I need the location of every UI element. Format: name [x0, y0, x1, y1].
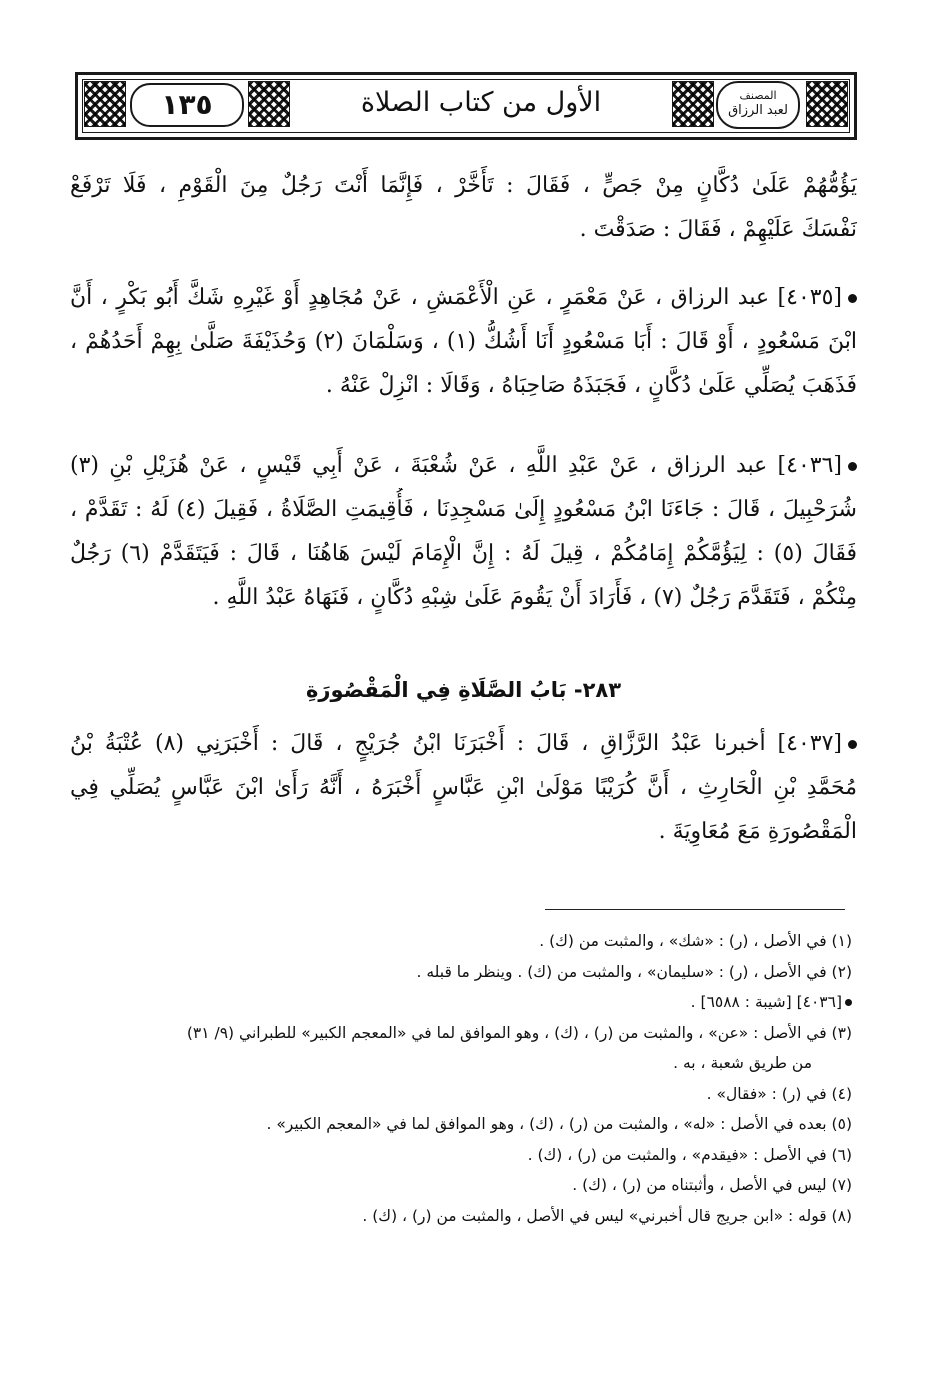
ornament-center-left [248, 81, 290, 127]
text-line: الْمَقْصُورَةِ مَعَ مُعَاوِيَةَ . [658, 819, 857, 844]
text-line: مُحَمَّدِ بْنِ الْحَارِثِ ، أَنَّ كُرَيْبًا مَوْلَىٰ ابْنِ عَبَّاسٍ أَخْبَرَهُ ، أَنَّهُ رَأَىٰ ابْنَ عَبَّاسٍ يُصَلِّي فِي [70, 775, 857, 800]
page-number: ١٣٥ [130, 83, 244, 127]
hadith-4035 [70, 276, 857, 408]
text-line [70, 444, 857, 488]
hadith-bullet [848, 740, 857, 749]
logo-line-2: لعبد الرزاق [728, 103, 788, 118]
book-logo [716, 81, 800, 129]
text-line: مِنْكُمْ ، فَتَقَدَّمَ رَجُلٌ (٧) ، فَأَرَادَ أَنْ يَقُومَ عَلَىٰ شِبْهِ دُكَّانٍ ، فَنَهَاهُ عَبْدُ اللَّهِ . [212, 585, 857, 610]
footnote-bullet [845, 999, 852, 1006]
hadith-bullet [848, 294, 857, 303]
logo-line-1: المصنف [739, 89, 777, 102]
footnote-reference [70, 987, 852, 1018]
paragraph-continuation [70, 164, 857, 252]
text-line [70, 276, 857, 320]
text-line-content: [٤٠٣٥] عبد الرزاق ، عَنْ مَعْمَرٍ ، عَنِ الْأَعْمَشِ ، عَنْ مُجَاهِدٍ أَوْ غَيْرِهِ شَكَّ أَبُو بَكْرٍ ، أَنَّ [70, 285, 842, 310]
hadith-bullet [848, 462, 857, 471]
hadith-4036 [70, 444, 857, 620]
text-line: فَقَالَ (٥) : لِيَؤُمَّكُمْ إِمَامُكُمْ ، قِيلَ لَهُ : إِنَّ الْإِمَامَ لَيْسَ هَاهُنَا ، قَالَ : فَيَتَقَدَّمْ (٦) رَجُلٌ [70, 541, 857, 566]
text-line-content: [٤٠٣٧] أخبرنا عَبْدُ الرَّزَّاقِ ، قَالَ : أَخْبَرَنَا ابْنُ جُرَيْجٍ ، قَالَ : أَخْبَرَنِي (٨) عُتْبَةُ بْنُ [70, 731, 843, 756]
footnote: (١) في الأصل ، (ر) : «شك» ، والمثبت من (ك) . [539, 932, 852, 950]
footnote-reference-text: [٤٠٣٦] [شيبة : ٦٥٨٨] . [690, 993, 842, 1011]
footnote-separator [545, 909, 845, 910]
footnote: (٦) في الأصل : «فيقدم» ، والمثبت من (ر) ، (ك) . [527, 1145, 852, 1164]
ornament-center-right [672, 81, 714, 127]
footnote: (٨) قوله : «ابن جريج قال أخبرني» ليس في الأصل ، والمثبت من (ر) ، (ك) . [362, 1206, 852, 1225]
running-title: الأول من كتاب الصلاة [360, 87, 602, 118]
footnote: (٤) في (ر) : «فقال» . [706, 1084, 852, 1103]
text-line-content: [٤٠٣٦] عبد الرزاق ، عَنْ عَبْدِ اللَّهِ ، عَنْ شُعْبَةَ ، عَنْ أَبِي قَيْسٍ ، عَنْ هُزَيْلِ بْنِ (٣) [70, 453, 842, 478]
footnote: (٢) في الأصل ، (ر) : «سليمان» ، والمثبت من (ك) . وينظر ما قبله . [416, 962, 852, 981]
text-line: نَفْسَكَ عَلَيْهِمْ ، فَقَالَ : صَدَقْتَ . [579, 217, 857, 242]
text-line: فَذَهَبَ يُصَلِّي عَلَىٰ دُكَّانٍ ، فَجَبَذَهُ صَاحِبَاهُ ، وَقَالَا : انْزِلْ عَنْهُ . [325, 373, 857, 398]
footnotes [70, 926, 852, 1231]
text-line: يَؤُمُّهُمْ عَلَىٰ دُكَّانٍ مِنْ جَصٍّ ، فَقَالَ : تَأَخَّرْ ، فَإِنَّمَا أَنْتَ رَجُلٌ مِنَ الْقَوْمِ ، فَلَا تَرْفَعْ [70, 173, 857, 198]
footnote: (٣) في الأصل : «عن» ، والمثبت من (ر) ، (ك) ، وهو الموافق لما في «المعجم الكبير» للطبراني (٩/ ٣١) [186, 1023, 852, 1042]
footnote-continuation: من طريق شعبة ، به . [673, 1054, 812, 1072]
footnote: (٥) بعده في الأصل : «له» ، والمثبت من (ر) ، (ك) ، وهو الموافق لما في «المعجم الكبير» . [266, 1115, 852, 1133]
text-line: شُرَحْبِيلَ ، قَالَ : جَاءَنَا ابْنُ مَسْعُودٍ إِلَىٰ مَسْجِدِنَا ، فَأُقِيمَتِ الصَّلَاةُ ، فَقِيلَ (٤) لَهُ : تَقَدَّمْ ، [70, 497, 857, 522]
ornament-left [84, 81, 126, 127]
text-line: ابْنَ مَسْعُودٍ ، أَوْ قَالَ : أَبَا مَسْعُودٍ أَنَا أَشُكُّ (١) ، وَسَلْمَانَ (٢) وَحُذَيْفَةَ صَلَّىٰ بِهِمْ أَحَدُهُمْ ، [70, 329, 857, 354]
text-line [70, 722, 857, 766]
ornament-right [806, 81, 848, 127]
page-header [75, 72, 857, 140]
chapter-heading: ٢٨٣- بَابُ الصَّلَاةِ فِي الْمَقْصُورَةِ [305, 678, 622, 702]
footnote: (٧) ليس في الأصل ، وأثبتناه من (ر) ، (ك) . [572, 1176, 852, 1194]
hadith-4037 [70, 722, 857, 854]
